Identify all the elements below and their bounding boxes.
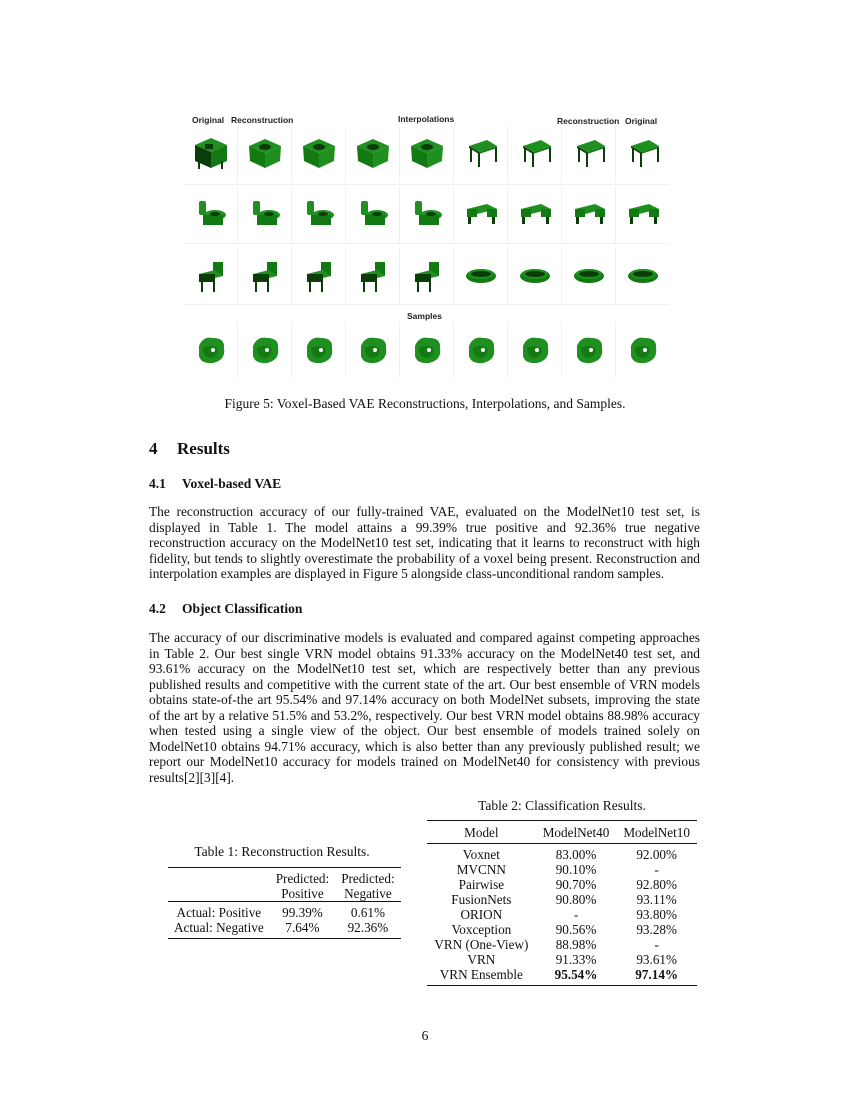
table-row: Actual: Negative 7.64% 92.36% xyxy=(168,920,401,939)
table-row: Voxnet 83.00% 92.00% xyxy=(427,844,697,863)
voxel-thumbnail xyxy=(292,248,346,304)
voxel-blob-icon xyxy=(299,330,339,370)
voxel-thumbnail xyxy=(562,322,616,378)
label-original-left: Original xyxy=(192,115,225,125)
subsection-title: Voxel-based VAE xyxy=(182,476,282,491)
voxel-thumbnail xyxy=(400,248,454,304)
voxel-thumbnail xyxy=(616,248,670,304)
subsection-heading-4-1 xyxy=(149,476,281,492)
figure-5 xyxy=(184,112,670,380)
voxel-thumbnail xyxy=(292,187,346,243)
table-row: Voxception 90.56% 93.28% xyxy=(451,922,677,937)
voxel-thumbnail xyxy=(616,187,670,243)
voxel-thumbnail xyxy=(616,126,670,182)
voxel-thumbnail xyxy=(400,187,454,243)
voxel-thumbnail xyxy=(508,126,562,182)
label-original-right: Original xyxy=(625,116,658,126)
figure-row-3 xyxy=(184,248,670,304)
voxel-chair-icon xyxy=(245,256,285,296)
table-row-best: VRN Ensemble 95.54% 97.14% xyxy=(427,967,697,986)
voxel-thumbnail xyxy=(454,187,508,243)
voxel-thumbnail xyxy=(238,248,292,304)
voxel-blob-icon xyxy=(515,330,555,370)
voxel-toilet-icon xyxy=(191,195,231,235)
voxel-thumbnail xyxy=(184,322,238,378)
table-row: FusionNets 90.80% 93.11% xyxy=(451,892,677,907)
label-reconstruction-left: Reconstruction xyxy=(231,115,294,125)
voxel-blob-icon xyxy=(623,330,663,370)
voxel-table-icon xyxy=(569,134,609,174)
label-reconstruction-right: Reconstruction xyxy=(557,116,620,126)
paragraph-vae: The reconstruction accuracy of our fully-trained VAE, evaluated on the ModelNet10 test set, is displayed in Table 1. The model attains a 99.39% true positive and 92.36% true negative reconstruction accuracy on the ModelNet10 test set, indicating that it learns to reconstruct with high fidelity, but tends to slightly overestimate the probability of a voxel being present. Reconstruction and interpolation examples are displayed in Figure 5 alongside class-unconditional random samples. xyxy=(149,504,700,581)
voxel-tub-icon xyxy=(569,256,609,296)
section-title: Results xyxy=(177,439,230,458)
voxel-chair-icon xyxy=(353,256,393,296)
voxel-thumbnail xyxy=(562,187,616,243)
voxel-thumbnail xyxy=(562,248,616,304)
voxel-thumbnail xyxy=(508,322,562,378)
voxel-tub-icon xyxy=(461,256,501,296)
label-samples: Samples xyxy=(407,311,442,321)
voxel-thumbnail xyxy=(184,187,238,243)
voxel-thumbnail xyxy=(400,322,454,378)
voxel-thumbnail xyxy=(238,322,292,378)
table2-caption: Table 2: Classification Results. xyxy=(478,798,646,813)
voxel-thumbnail xyxy=(238,126,292,182)
voxel-chair-icon xyxy=(407,256,447,296)
page-number: 6 xyxy=(421,1028,429,1043)
table2-header-modelnet10: ModelNet10 xyxy=(623,825,690,840)
voxel-tub-icon xyxy=(623,256,663,296)
voxel-cube-chair-icon xyxy=(191,134,231,174)
voxel-toilet-icon xyxy=(407,195,447,235)
voxel-desk-icon xyxy=(461,195,501,235)
paragraph-classification: The accuracy of our discriminative models is evaluated and compared against competing approaches in Table 2. Our best single VRN model obtains 91.33% accuracy on the ModelNet40 test set, and 93.61% accuracy on the ModelNet10 test set, which are respectively better than any previous published results and competitive with the current state of the art. Our best ensemble of VRN models obtains state-of-the art 95.54% and 97.14% accuracy on both ModelNet subsets, improving the state of the art by a relative 51.5% and 53.2%, respectively. Our best VRN model obtains 88.98% accuracy when tested using a single view of the object. Our best ensemble of models trained solely on ModelNet10 obtains 94.71% accuracy, which is also better than any previously published result; we report our ModelNet10 accuracy for models trained on ModelNet40 for consistency with previous results[2][3][4]. xyxy=(149,630,700,785)
voxel-table-icon xyxy=(461,134,501,174)
voxel-cube-blob-icon xyxy=(353,134,393,174)
voxel-thumbnail xyxy=(184,126,238,182)
table1-header-pred-neg: Predicted: Negative xyxy=(341,871,395,901)
figure-row-2 xyxy=(184,187,670,243)
voxel-thumbnail xyxy=(346,248,400,304)
voxel-toilet-icon xyxy=(245,195,285,235)
voxel-thumbnail xyxy=(508,248,562,304)
voxel-thumbnail xyxy=(346,187,400,243)
voxel-desk-icon xyxy=(569,195,609,235)
voxel-thumbnail xyxy=(454,126,508,182)
table-row: VRN 91.33% 93.61% xyxy=(467,952,677,967)
subsection-heading-4-2 xyxy=(149,601,302,617)
voxel-blob-icon xyxy=(569,330,609,370)
voxel-cube-blob-icon xyxy=(407,134,447,174)
section-number: 4 xyxy=(149,439,158,458)
voxel-toilet-icon xyxy=(299,195,339,235)
voxel-cube-blob-icon xyxy=(245,134,285,174)
voxel-thumbnail xyxy=(238,187,292,243)
voxel-table-icon xyxy=(515,134,555,174)
voxel-thumbnail xyxy=(508,187,562,243)
subsection-title: Object Classification xyxy=(182,601,303,616)
voxel-thumbnail xyxy=(346,322,400,378)
label-interpolations: Interpolations xyxy=(398,114,455,124)
voxel-thumbnail xyxy=(346,126,400,182)
voxel-thumbnail xyxy=(292,126,346,182)
figure-row-samples xyxy=(184,322,670,378)
voxel-blob-icon xyxy=(407,330,447,370)
voxel-thumbnail xyxy=(400,126,454,182)
table1-header-pred-pos: Predicted: Positive xyxy=(275,871,330,901)
voxel-thumbnail xyxy=(562,126,616,182)
section-heading xyxy=(149,439,230,459)
voxel-blob-icon xyxy=(245,330,285,370)
voxel-thumbnail xyxy=(184,248,238,304)
voxel-thumbnail xyxy=(292,322,346,378)
voxel-desk-icon xyxy=(623,195,663,235)
subsection-number: 4.1 xyxy=(149,476,166,491)
table1-reconstruction xyxy=(168,867,401,939)
voxel-cube-blob-icon xyxy=(299,134,339,174)
table-row: MVCNN 90.10% - xyxy=(456,862,659,877)
voxel-blob-icon xyxy=(191,330,231,370)
voxel-thumbnail xyxy=(454,322,508,378)
table2-header-model: Model xyxy=(464,825,499,840)
table-row: ORION - 93.80% xyxy=(460,907,677,922)
voxel-blob-icon xyxy=(353,330,393,370)
figure-caption: Figure 5: Voxel-Based VAE Reconstructions, Interpolations, and Samples. xyxy=(224,396,626,411)
table2-classification xyxy=(427,820,697,986)
table1-caption: Table 1: Reconstruction Results. xyxy=(194,844,370,859)
voxel-thumbnail xyxy=(454,248,508,304)
voxel-table-icon xyxy=(623,134,663,174)
voxel-blob-icon xyxy=(461,330,501,370)
figure-row-1 xyxy=(184,126,670,182)
subsection-number: 4.2 xyxy=(149,601,166,616)
table1-header-empty xyxy=(168,868,270,902)
voxel-desk-icon xyxy=(515,195,555,235)
table-row: Pairwise 90.70% 92.80% xyxy=(458,877,677,892)
voxel-thumbnail xyxy=(616,322,670,378)
voxel-toilet-icon xyxy=(353,195,393,235)
voxel-chair-icon xyxy=(191,256,231,296)
voxel-tub-icon xyxy=(515,256,555,296)
table-row: Actual: Positive 99.39% 0.61% xyxy=(168,902,401,921)
table-row: VRN (One-View) 88.98% - xyxy=(434,937,659,952)
table2-header-modelnet40: ModelNet40 xyxy=(542,825,610,840)
voxel-chair-icon xyxy=(299,256,339,296)
